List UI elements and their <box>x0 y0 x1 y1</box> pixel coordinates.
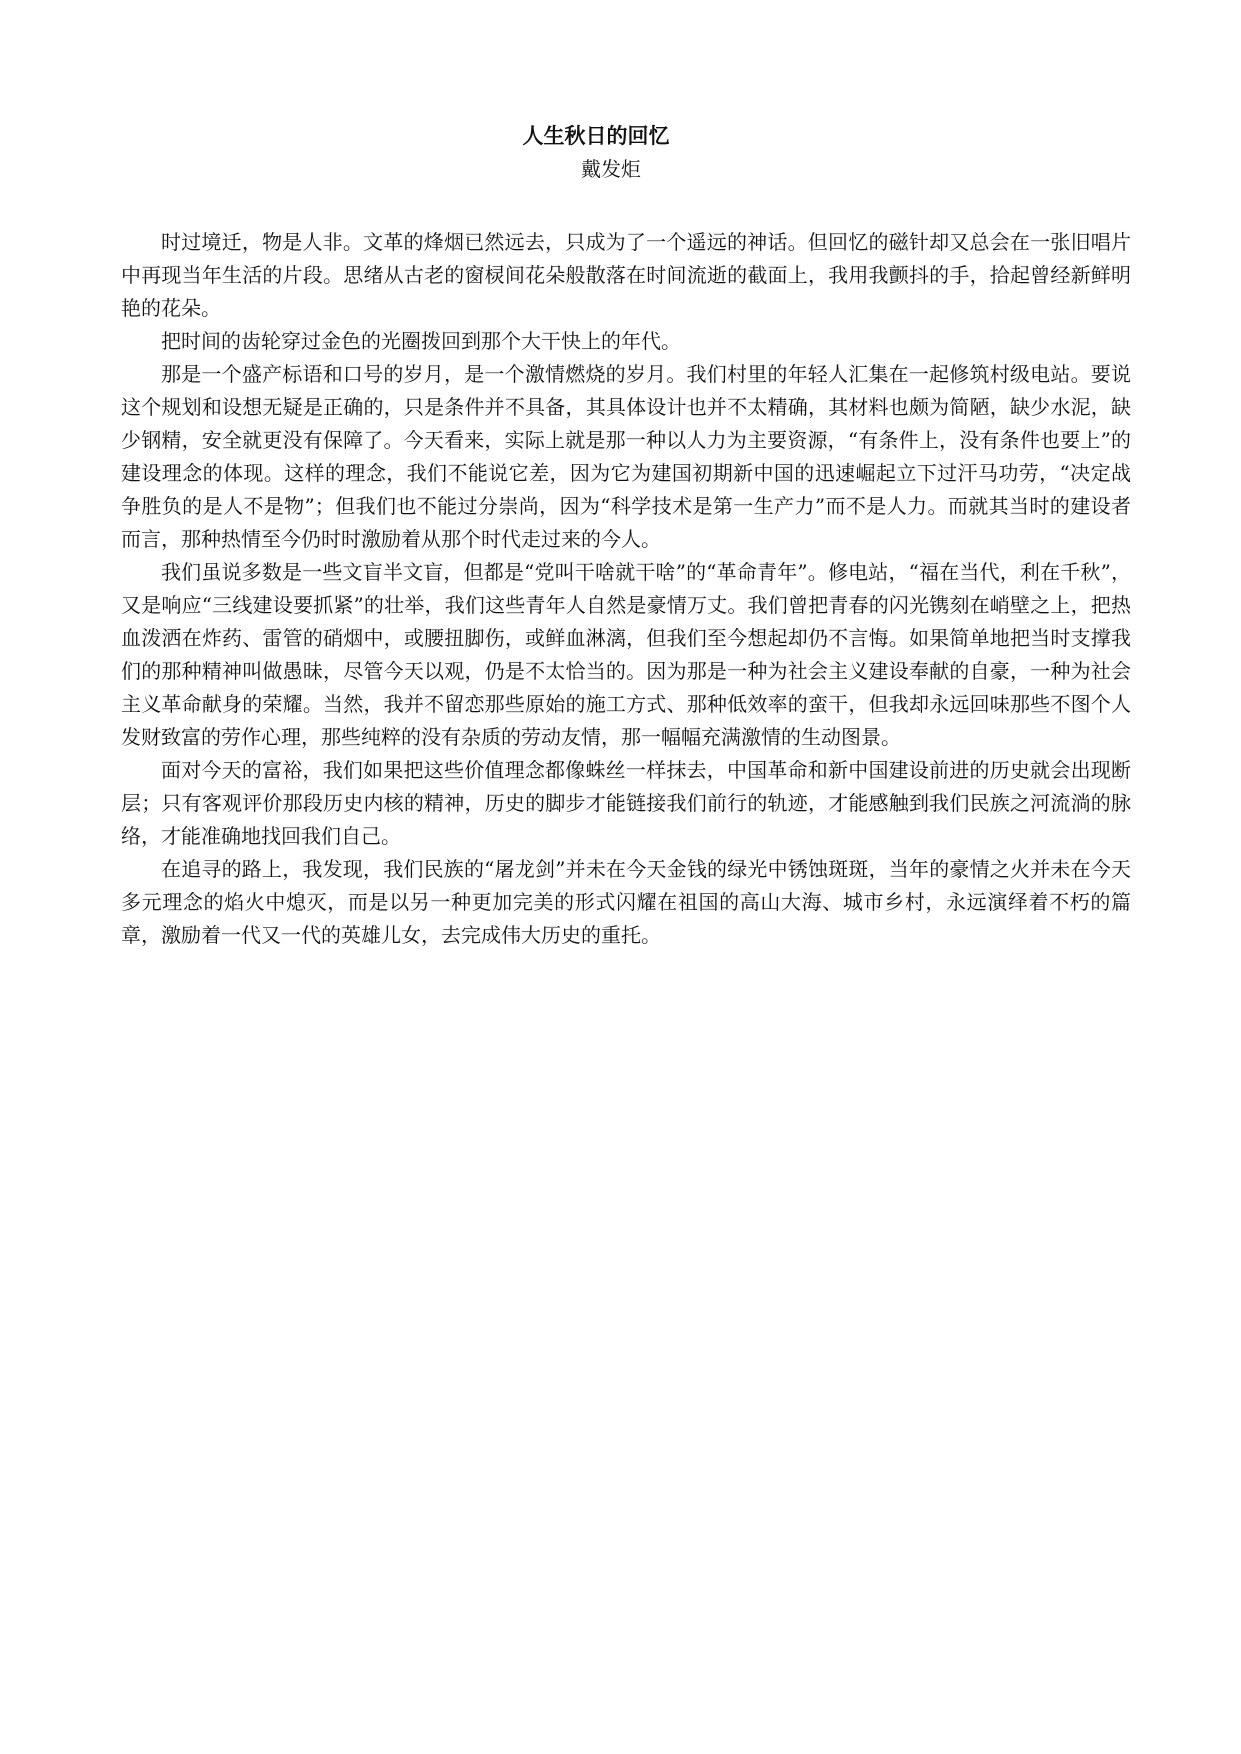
paragraph: 我们虽说多数是一些文盲半文盲，但都是“党叫干啥就干啥”的“革命青年”。修电站，“福在当代，利在千秋”，又是响应“三线建设要抓紧”的壮举，我们这些青年人自然是豪情万丈。我们曾把青春的闪光镌刻在峭壁之上，把热血泼洒在炸药、雷管的硝烟中，或腰扭脚伤，或鲜血淋漓，但我们至今想起却仍不言悔。如果简单地把当时支撑我们的那种精神叫做愚昧，尽管今天以观，仍是不太恰当的。因为那是一种为社会主义建设奉献的自豪，一种为社会主义革命献身的荣耀。当然，我并不留恋那些原始的施工方式、那种低效率的蛮干，但我却永远回味那些不图个人发财致富的劳作心理，那些纯粹的没有杂质的劳动友情，那一幅幅充满激情的生动图景。 <box>121 560 1131 749</box>
document-title: 人生秋日的回忆 <box>522 124 670 148</box>
document-body <box>121 226 1131 952</box>
paragraph: 那是一个盛产标语和口号的岁月，是一个激情燃烧的岁月。我们村里的年轻人汇集在一起修筑村级电站。要说这个规划和设想无疑是正确的，只是条件并不具备，其具体设计也并不太精确，其材料也颇为简陋，缺少水泥，缺少钢精，安全就更没有保障了。今天看来，实际上就是那一种以人力为主要资源，“有条件上，没有条件也要上”的建设理念的体现。这样的理念，我们不能说它差，因为它为建国初期新中国的迅速崛起立下过汗马功劳，“决定战争胜负的是人不是物”；但我们也不能过分崇尚，因为“科学技术是第一生产力”而不是人力。而就其当时的建设者而言，那种热情至今仍时时激励着从那个时代走过来的今人。 <box>121 362 1131 551</box>
paragraph: 时过境迁，物是人非。文革的烽烟已然远去，只成为了一个遥远的神话。但回忆的磁针却又总会在一张旧唱片中再现当年生活的片段。思绪从古老的窗棂间花朵般散落在时间流逝的截面上，我用我颤抖的手，拾起曾经新鲜明艳的花朵。 <box>121 230 1131 320</box>
paragraph: 面对今天的富裕，我们如果把这些价值理念都像蛛丝一样抹去，中国革命和新中国建设前进的历史就会出现断层；只有客观评价那段历史内核的精神，历史的脚步才能链接我们前行的轨迹，才能感触到我们民族之河流淌的脉络，才能准确地找回我们自己。 <box>121 758 1131 848</box>
paragraph: 把时间的齿轮穿过金色的光圈拨回到那个大干快上的年代。 <box>161 329 681 353</box>
paragraph: 在追寻的路上，我发现，我们民族的“屠龙剑”并未在今天金钱的绿光中锈蚀斑斑，当年的豪情之火并未在今天多元理念的焰火中熄灭，而是以另一种更加完美的形式闪耀在祖国的高山大海、城市乡村，永远演绎着不朽的篇章，激励着一代又一代的英雄儿女，去完成伟大历史的重托。 <box>121 857 1131 947</box>
document-author: 戴发炬 <box>581 157 641 181</box>
document-page <box>121 112 1131 952</box>
